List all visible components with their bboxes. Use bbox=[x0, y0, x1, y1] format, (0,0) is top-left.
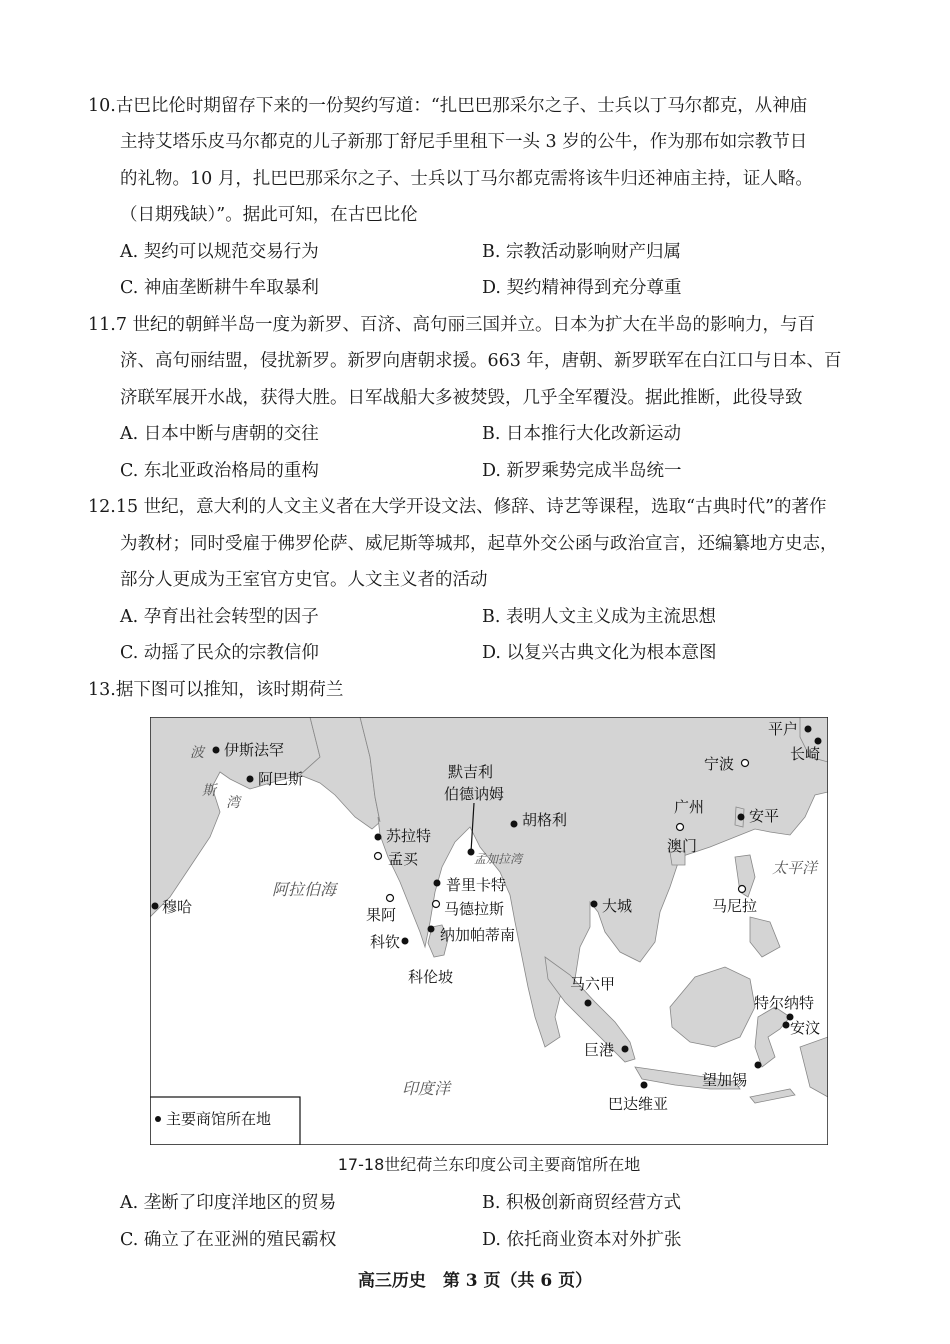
q10-option-d[interactable]: D. 契约精神得到充分尊重 bbox=[482, 278, 682, 298]
label-manila: 马尼拉 bbox=[712, 897, 758, 915]
q11-line-3: 济联军展开水战，获得大胜。日军战船大多被焚毁，几乎全军覆没。据此推断，此役导致 bbox=[120, 388, 803, 408]
marker-isfahan bbox=[213, 747, 220, 754]
marker-madras bbox=[433, 901, 440, 908]
marker-ambon bbox=[783, 1022, 790, 1029]
label-ayutthaya: 大城 bbox=[602, 897, 633, 915]
marker-anping bbox=[738, 814, 745, 821]
label-mumbai: 孟买 bbox=[388, 850, 419, 868]
label-colombo: 科伦坡 bbox=[408, 968, 454, 986]
marker-kochi bbox=[402, 938, 409, 945]
label-hirado: 平户 bbox=[768, 720, 799, 738]
label-madras: 马德拉斯 bbox=[444, 900, 505, 918]
marker-mumbai bbox=[375, 853, 382, 860]
legend-dot bbox=[155, 1116, 161, 1122]
legend-label: 主要商馆所在地 bbox=[166, 1110, 272, 1128]
q10-line-2: 主持艾塔乐皮马尔都克的儿子新那丁舒尼手里租下一头 3 岁的公牛，作为那布如宗教节日 bbox=[120, 132, 808, 152]
q10-line-3: 的礼物。10 月，扎巴巴那采尔之子、士兵以丁马尔都克需将该牛归还神庙主持，证人略。 bbox=[120, 169, 813, 189]
label-macau: 澳门 bbox=[667, 837, 698, 855]
q11-option-a[interactable]: A. 日本中断与唐朝的交往 bbox=[120, 424, 319, 444]
q11-line-1: 11.7 世纪的朝鲜半岛一度为新罗、百济、高句丽三国并立。日本为扩大在半岛的影响力，与百 bbox=[88, 315, 816, 335]
dutch-east-india-company-map bbox=[150, 717, 828, 1145]
q12-line-1: 12.15 世纪，意大利的人文主义者在大学开设文法、修辞、诗艺等课程，选取“古典时代”的著作 bbox=[88, 497, 827, 517]
marker-macau bbox=[677, 824, 684, 831]
q12-option-b[interactable]: B. 表明人文主义成为主流思想 bbox=[482, 607, 716, 627]
sea-persian-gulf-2: 斯 bbox=[202, 783, 216, 799]
marker-goa bbox=[387, 895, 394, 902]
label-hooghly: 胡格利 bbox=[522, 811, 568, 829]
marker-palembang bbox=[622, 1046, 629, 1053]
marker-mocha bbox=[152, 903, 159, 910]
marker-abbas bbox=[247, 776, 254, 783]
label-kochi: 科钦 bbox=[370, 933, 401, 951]
marker-surat bbox=[375, 834, 382, 841]
q13-option-d[interactable]: D. 依托商业资本对外扩张 bbox=[482, 1230, 682, 1250]
marker-negapatnam bbox=[428, 926, 435, 933]
sea-arabian-sea: 阿拉伯海 bbox=[272, 880, 337, 899]
marker-manila bbox=[739, 886, 746, 893]
q13-option-b[interactable]: B. 积极创新商贸经营方式 bbox=[482, 1193, 681, 1213]
label-goa: 果阿 bbox=[366, 906, 397, 924]
label-murshidabad-1: 默吉利 bbox=[448, 763, 494, 781]
label-mocha: 穆哈 bbox=[162, 898, 193, 916]
q13-option-c[interactable]: C. 确立了在亚洲的殖民霸权 bbox=[120, 1230, 337, 1250]
label-murshidabad-2: 伯德讷姆 bbox=[444, 785, 505, 803]
q13-option-a[interactable]: A. 垄断了印度洋地区的贸易 bbox=[120, 1193, 337, 1213]
map-caption: 17-18世纪荷兰东印度公司主要商馆所在地 bbox=[337, 1155, 641, 1174]
q12-line-2: 为教材；同时受雇于佛罗伦萨、威尼斯等城邦，起草外交公函与政治宣言，还编纂地方史志， bbox=[120, 534, 838, 554]
label-isfahan: 伊斯法罕 bbox=[224, 741, 285, 759]
q12-line-3: 部分人更成为王室官方史官。人文主义者的活动 bbox=[120, 570, 488, 590]
q10-option-b[interactable]: B. 宗教活动影响财产归属 bbox=[482, 242, 681, 262]
page-footer: 高三历史 第 3 页（共 6 页） bbox=[357, 1271, 593, 1291]
marker-ayutthaya bbox=[591, 901, 598, 908]
label-anping: 安平 bbox=[749, 807, 780, 825]
q11-line-2: 济、高句丽结盟，侵扰新罗。新罗向唐朝求援。663 年，唐朝、新罗联军在白江口与日本、百 bbox=[120, 351, 842, 371]
label-pulicat: 普里卡特 bbox=[446, 876, 507, 894]
label-surat: 苏拉特 bbox=[386, 827, 432, 845]
marker-pulicat bbox=[434, 880, 441, 887]
marker-malacca bbox=[585, 1000, 592, 1007]
label-palembang: 巨港 bbox=[584, 1041, 615, 1059]
q10-line-1: 10.古巴比伦时期留存下来的一份契约写道：“扎巴巴那采尔之子、士兵以丁马尔都克，从神庙 bbox=[88, 96, 808, 116]
sea-indian-ocean: 印度洋 bbox=[402, 1079, 451, 1098]
sea-persian-gulf-1: 波 bbox=[190, 745, 204, 761]
label-makassar: 望加锡 bbox=[702, 1071, 748, 1089]
label-ternate: 特尔纳特 bbox=[754, 994, 815, 1012]
map-legend bbox=[150, 1097, 300, 1145]
sea-pacific: 太平洋 bbox=[772, 859, 818, 877]
marker-ningbo bbox=[742, 760, 749, 767]
label-abbas: 阿巴斯 bbox=[258, 770, 304, 788]
label-ningbo: 宁波 bbox=[704, 755, 735, 773]
q10-line-4: （日期残缺）”。据此可知，在古巴比伦 bbox=[120, 205, 418, 225]
q12-option-c[interactable]: C. 动摇了民众的宗教信仰 bbox=[120, 643, 319, 663]
q10-option-a[interactable]: A. 契约可以规范交易行为 bbox=[120, 242, 319, 262]
marker-hirado bbox=[805, 726, 812, 733]
label-nagasaki: 长崎 bbox=[790, 745, 821, 763]
q12-option-a[interactable]: A. 孕育出社会转型的因子 bbox=[120, 607, 319, 627]
sea-bay-of-bengal: 孟加拉湾 bbox=[474, 852, 523, 866]
q11-option-b[interactable]: B. 日本推行大化改新运动 bbox=[482, 424, 681, 444]
label-malacca: 马六甲 bbox=[570, 975, 616, 993]
label-negapatnam: 纳加帕蒂南 bbox=[440, 926, 516, 944]
marker-makassar bbox=[755, 1062, 762, 1069]
sea-persian-gulf-3: 湾 bbox=[226, 795, 240, 811]
marker-nagasaki bbox=[815, 738, 822, 745]
marker-batavia bbox=[641, 1082, 648, 1089]
q11-option-c[interactable]: C. 东北亚政治格局的重构 bbox=[120, 461, 319, 481]
q10-option-c[interactable]: C. 神庙垄断耕牛牟取暴利 bbox=[120, 278, 319, 298]
marker-hooghly bbox=[511, 821, 518, 828]
label-batavia: 巴达维亚 bbox=[608, 1095, 669, 1113]
label-guangzhou: 广州 bbox=[674, 798, 705, 816]
q13-line-1: 13.据下图可以推知，该时期荷兰 bbox=[88, 680, 344, 700]
label-ambon: 安汶 bbox=[790, 1019, 821, 1037]
q11-option-d[interactable]: D. 新罗乘势完成半岛统一 bbox=[482, 461, 682, 481]
q12-option-d[interactable]: D. 以复兴古典文化为根本意图 bbox=[482, 643, 717, 663]
